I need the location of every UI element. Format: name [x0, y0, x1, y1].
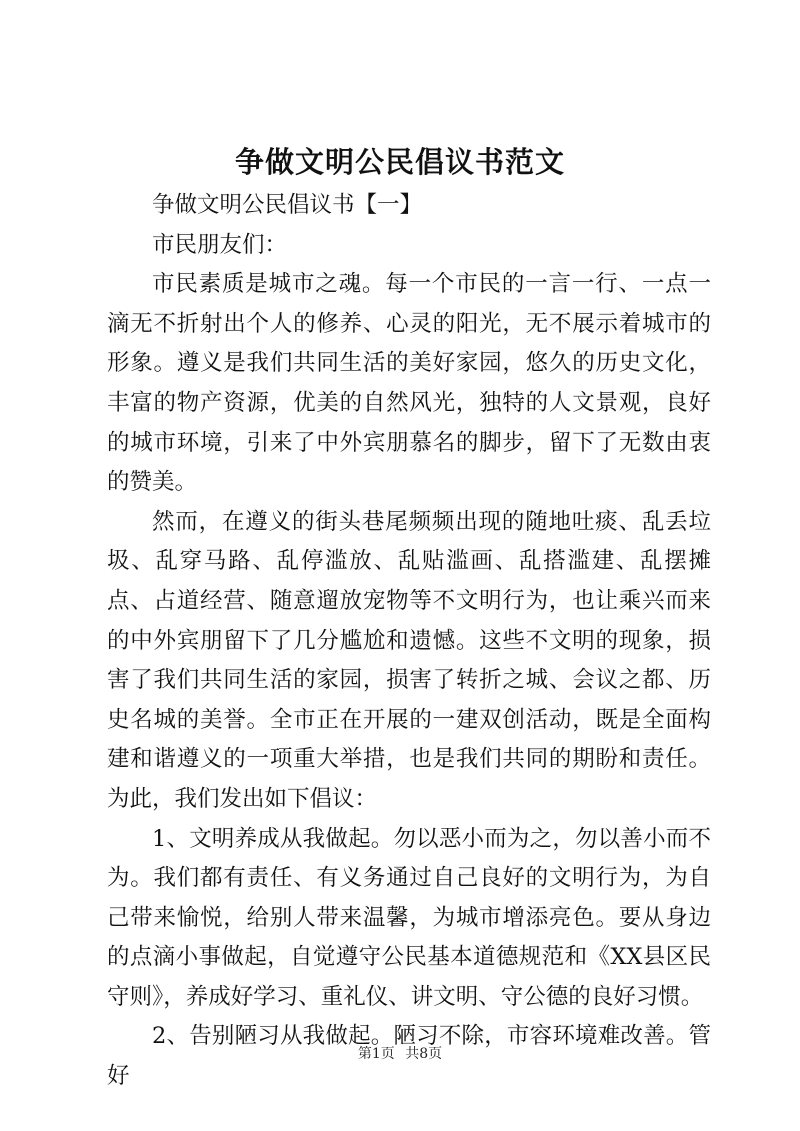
body-paragraph: 然而，在遵义的街头巷尾频频出现的随地吐痰、乱丢垃圾、乱穿马路、乱停滥放、乱贴滥画、乱搭滥建、乱摆摊点、占道经营、随意遛放宠物等不文明行为，也让乘兴而来的中外宾朋留下了几分尴尬和遗憾。这些不文明的现象，损害了我们共同生活的家园，损害了转折之城、会议之都、历史名城的美誉。全市正在开展的一建双创活动，既是全面构建和谐遵义的一项重大举措，也是我们共同的期盼和责任。为此，我们发出如下倡议： — [107, 508, 711, 812]
body-paragraph: 1、文明养成从我做起。勿以恶小而为之，勿以善小而不为。我们都有责任、有义务通过自己良好的文明行为，为自己带来愉悦，给别人带来温馨，为城市增添亮色。要从身边的点滴小事做起，自觉遵守公民基本道德规范和《XX县区民守则》，养成好学习、重礼仪、讲文明、守公德的良好习惯。 — [107, 825, 711, 1010]
page-footer — [0, 1044, 800, 1064]
body-paragraph: 市民素质是城市之魂。每一个市民的一言一行、一点一滴无不折射出个人的修养、心灵的阳光，无不展示着城市的形象。遵义是我们共同生活的美好家园，悠久的历史文化，丰富的物产资源，优美的自然风光，独特的人文景观，良好的城市环境，引来了中外宾朋慕名的脚步，留下了无数由衷的赞美。 — [107, 271, 711, 496]
document-body — [107, 186, 711, 1097]
page-number: 第1页 — [357, 1046, 395, 1062]
body-paragraph: 2、告别陋习从我做起。陋习不除，市容环境难改善。管好 — [107, 1023, 711, 1090]
page-total: 共8页 — [405, 1046, 443, 1062]
subtitle-paragraph: 争做文明公民倡议书【一】 — [152, 192, 423, 218]
salutation-paragraph: 市民朋友们： — [152, 231, 288, 258]
document-title: 争做文明公民倡议书范文 — [234, 145, 565, 179]
